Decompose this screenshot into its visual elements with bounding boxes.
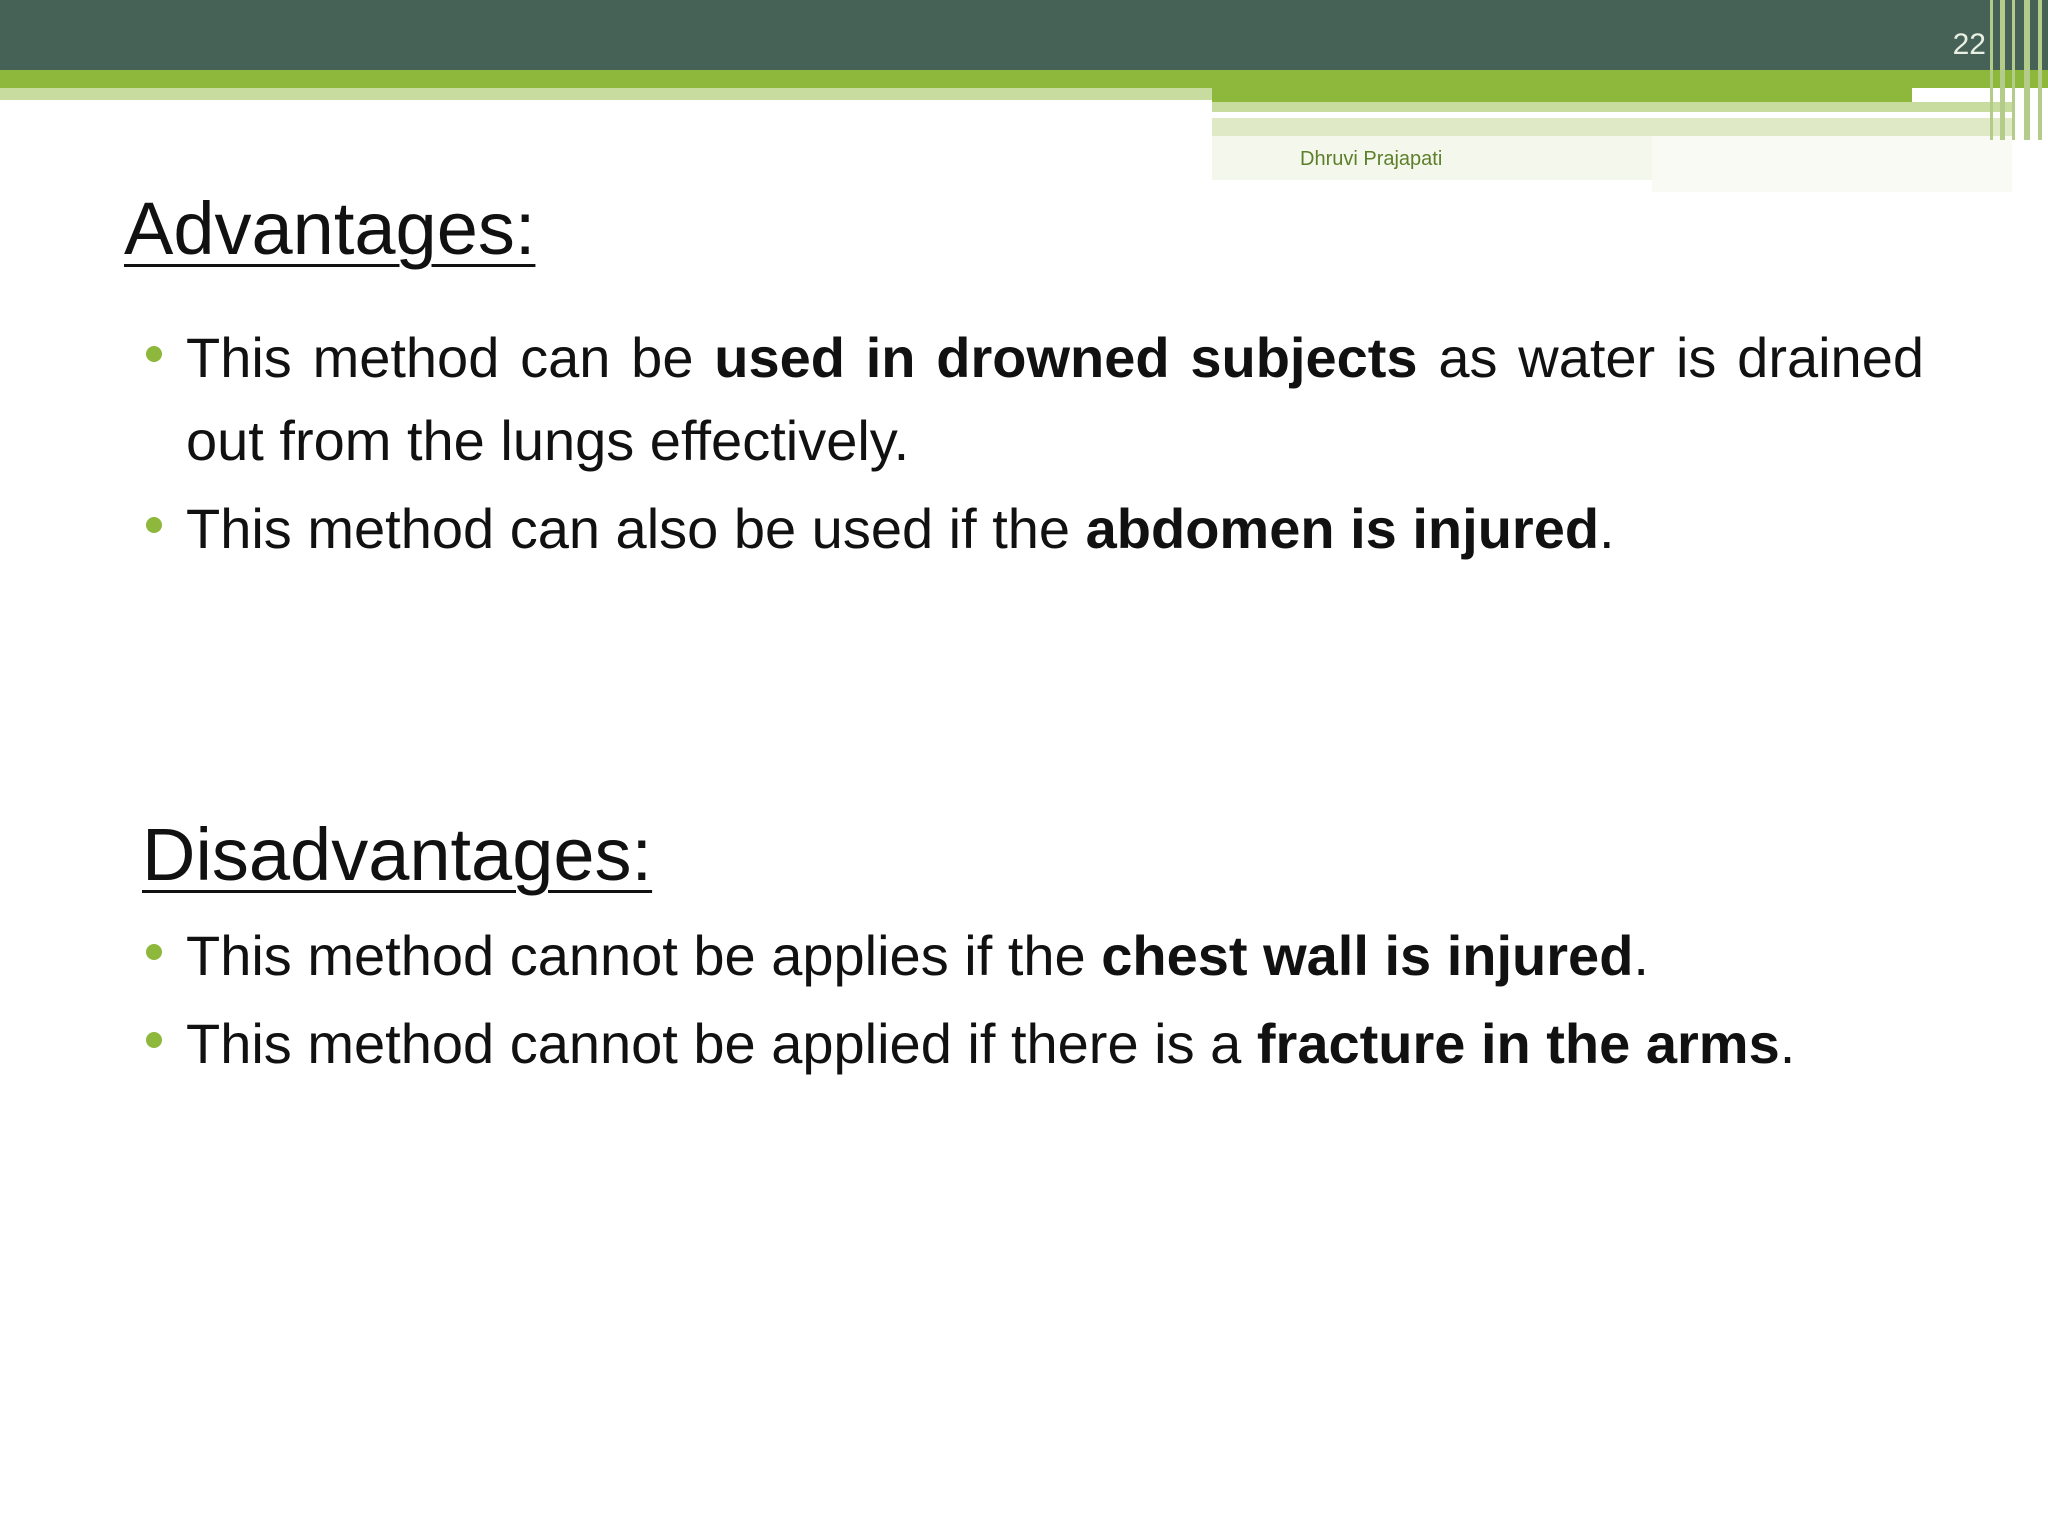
list-item bbox=[140, 914, 1924, 997]
advantages-heading: Advantages: bbox=[124, 187, 536, 270]
header-white-line bbox=[1212, 112, 1897, 117]
bullet-icon bbox=[146, 517, 162, 533]
page-number: 22 bbox=[1952, 28, 1986, 61]
header-dark-band bbox=[0, 0, 2048, 70]
disadvantages-heading: Disadvantages: bbox=[142, 813, 653, 896]
list-item bbox=[140, 487, 1924, 570]
item-text: This method can also be used if the bbox=[186, 497, 1086, 560]
item-bold-text: chest wall is injured bbox=[1101, 924, 1634, 987]
item-bold-text: used in drowned subjects bbox=[714, 326, 1418, 389]
item-text: This method cannot be applies if the bbox=[186, 924, 1102, 987]
header-right-pale-band bbox=[1212, 118, 2012, 136]
advantages-list bbox=[140, 316, 1924, 575]
header-right-light-band bbox=[1212, 102, 2012, 112]
list-item bbox=[140, 316, 1924, 482]
decorative-vertical-lines bbox=[1986, 0, 2048, 140]
item-text: . bbox=[1599, 497, 1615, 560]
item-text: as water is drained out from the lungs effectively. bbox=[186, 326, 1924, 472]
bullet-icon bbox=[146, 346, 162, 362]
header-light-band bbox=[0, 88, 1212, 100]
item-text: This method can be bbox=[186, 326, 715, 389]
item-text: . bbox=[1779, 1012, 1796, 1075]
item-text: . bbox=[1633, 924, 1649, 987]
bullet-icon bbox=[146, 1032, 162, 1048]
author-name: Dhruvi Prajapati bbox=[1300, 148, 1443, 170]
item-bold-text: fracture in the arms bbox=[1256, 1012, 1780, 1075]
item-bold-text: abdomen is injured bbox=[1085, 497, 1600, 560]
item-text: This method cannot be applied if there is a bbox=[186, 1012, 1257, 1075]
disadvantages-list bbox=[140, 914, 1924, 1090]
header-right-green-band bbox=[1212, 88, 1912, 102]
bullet-icon bbox=[146, 944, 162, 960]
header-fade-block-right bbox=[1652, 136, 2012, 192]
list-item bbox=[140, 1002, 1924, 1085]
header-green-band bbox=[0, 70, 2048, 88]
